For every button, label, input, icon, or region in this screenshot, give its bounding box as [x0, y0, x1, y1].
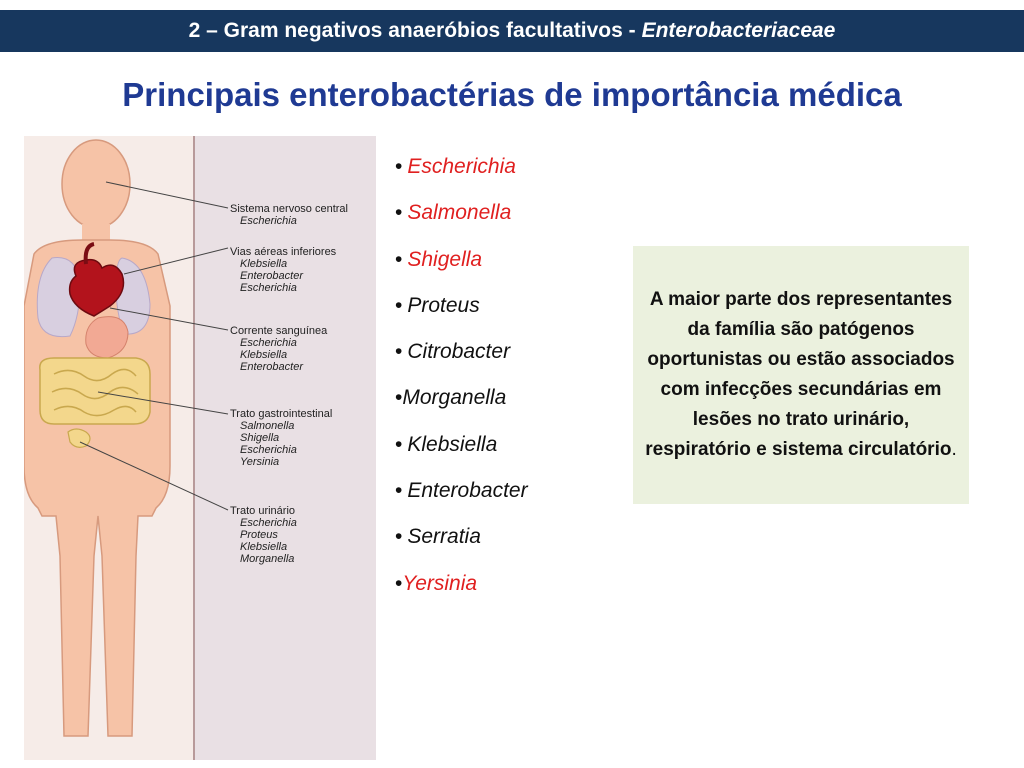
anatomy-illustration [24, 136, 376, 760]
label-gi-heading: Trato gastrointestinal [230, 408, 333, 420]
label-blood-organism-2: Klebsiella [240, 349, 288, 361]
label-gi-organism-1: Salmonella [240, 420, 295, 432]
bullet: • [395, 571, 403, 595]
bullet: • [395, 432, 403, 456]
header-text: 2 – Gram negativos anaeróbios facultativos - [188, 19, 636, 42]
label-airway-organism-2: Enterobacter [240, 270, 303, 282]
list-item [395, 245, 625, 291]
bullet: • [395, 340, 403, 364]
label-urinary-organism-1: Escherichia [240, 517, 297, 529]
info-box-period: . [951, 439, 957, 460]
label-blood-heading: Corrente sanguínea [230, 325, 328, 337]
label-airway-heading: Vias aéreas inferiores [230, 246, 337, 258]
label-gi-organism-4: Yersinia [240, 456, 280, 468]
list-item [395, 337, 625, 383]
bullet: • [395, 201, 403, 225]
label-airway-organism-1: Klebsiella [240, 258, 288, 270]
genus-name: Shigella [407, 247, 483, 271]
info-box-text [645, 285, 957, 465]
label-blood-organism-1: Escherichia [240, 337, 297, 349]
list-item [395, 430, 625, 476]
label-cns-organism-1: Escherichia [240, 215, 297, 227]
genus-name: Morganella [402, 386, 507, 410]
genus-name: Klebsiella [407, 432, 498, 456]
label-urinary-organism-2: Proteus [240, 529, 278, 541]
genus-name: Salmonella [407, 201, 512, 225]
label-urinary-organism-3: Klebsiella [240, 541, 288, 553]
info-box [633, 246, 969, 504]
genus-name: Citrobacter [407, 340, 511, 364]
bullet: • [395, 293, 403, 317]
slide-title: Principais enterobactérias de importância médica [122, 76, 902, 113]
list-item [395, 476, 625, 522]
genus-name: Yersinia [402, 571, 478, 595]
list-item [395, 569, 625, 615]
list-item [395, 522, 625, 568]
list-item [395, 152, 625, 198]
label-urinary-organism-4: Morganella [240, 553, 295, 565]
genus-name: Serratia [407, 525, 481, 549]
bullet: • [395, 386, 403, 410]
bullet: • [395, 247, 403, 271]
genus-name: Escherichia [407, 155, 516, 178]
label-urinary-heading: Trato urinário [230, 505, 296, 517]
header-italic-text: Enterobacteriaceae [641, 19, 836, 42]
bullet: • [395, 525, 403, 549]
genera-list [395, 152, 625, 615]
header-bar [0, 10, 1024, 52]
list-item [395, 291, 625, 337]
bullet: • [395, 155, 403, 178]
label-cns-heading: Sistema nervoso central [230, 203, 348, 215]
genus-name: Proteus [407, 293, 480, 317]
genus-name: Enterobacter [407, 479, 528, 503]
list-item [395, 383, 625, 429]
anatomy-figure [24, 136, 376, 760]
label-gi-organism-2: Shigella [240, 432, 280, 444]
label-blood-organism-3: Enterobacter [240, 361, 303, 373]
label-airway-organism-3: Escherichia [240, 282, 297, 294]
list-item [395, 198, 625, 244]
label-gi-organism-3: Escherichia [240, 444, 297, 456]
info-box-body: A maior parte dos representantes da família são patógenos oportunistas ou estão associados com infecções secundárias em lesões no trato urinário, respiratório e sistema circulatório [645, 289, 955, 460]
bullet: • [395, 479, 403, 503]
